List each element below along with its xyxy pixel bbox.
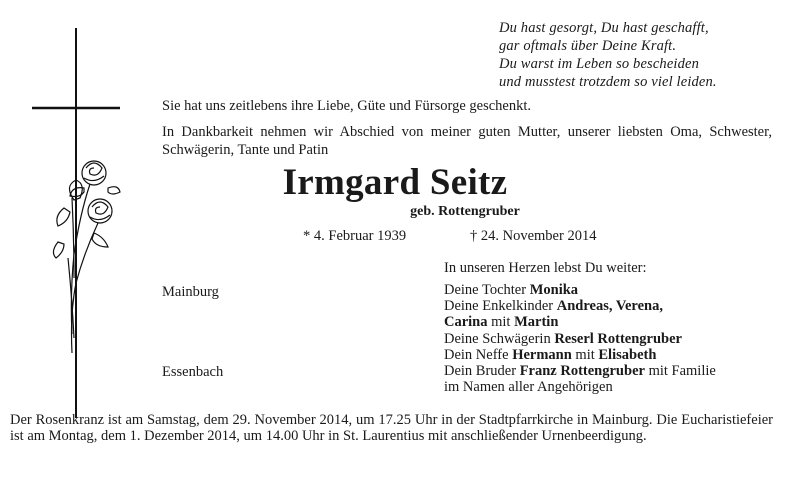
mourner-line <box>444 314 716 330</box>
mourner-line <box>444 347 716 363</box>
mourner-line <box>444 331 716 347</box>
cross-with-roses-icon <box>28 28 128 418</box>
place-name: Essenbach <box>162 364 224 380</box>
mourner-name: Carina <box>444 314 488 331</box>
relation-text: Dein Bruder <box>444 363 520 380</box>
cross-icon <box>32 28 120 418</box>
mourner-name: Franz Rottengruber <box>519 363 645 380</box>
connector-text: mit <box>571 346 599 363</box>
poem-line: und musstest trotzdem so viel leiden. <box>499 74 717 90</box>
mourner-name: Andreas, Verena, <box>556 298 663 315</box>
mourner-name: Martin <box>514 314 559 331</box>
relation-text: Deine Schwägerin <box>444 330 555 347</box>
relation-text: mit Familie <box>644 363 716 380</box>
mourner-line <box>444 282 716 298</box>
relation-text: Dein Neffe <box>444 346 513 363</box>
mourner-name: Hermann <box>512 346 572 363</box>
poem-line: Du warst im Leben so bescheiden <box>499 56 699 72</box>
poem <box>499 19 717 91</box>
place-name: Mainburg <box>162 284 219 300</box>
mourner-name: Reserl Rottengruber <box>554 330 682 347</box>
thanks-text: In Dankbarkeit nehmen wir Abschied von meiner guten Mutter, unserer liebsten Oma, Schwester, Schwägerin, Tante und Patin <box>162 124 772 158</box>
mourners-heading: In unseren Herzen lebst Du weiter: <box>444 260 647 276</box>
poem-line: Du hast gesorgt, Du hast geschafft, <box>499 20 709 36</box>
deceased-name: Irmgard Seitz <box>282 162 508 203</box>
relation-text: Deine Enkelkinder <box>444 298 557 315</box>
connector-text: mit <box>487 314 515 331</box>
mourner-name: Monika <box>529 282 579 298</box>
mourner-line: im Namen aller Angehörigen <box>444 379 613 396</box>
service-details: Der Rosenkranz ist am Samstag, dem 29. November 2014, um 17.25 Uhr in der Stadtpfarrkirche in Mainburg. Die Eucharistiefeier ist am Montag, dem 1. Dezember 2014, um 14.00 Uhr in St. Laurentius mit anschließender Urnenbeerdigung. <box>10 412 773 444</box>
poem-line: gar oftmals über Deine Kraft. <box>499 38 677 54</box>
mourners-list <box>444 282 716 395</box>
mourner-line <box>444 298 716 314</box>
death-date: † 24. November 2014 <box>470 228 597 244</box>
birth-date: * 4. Februar 1939 <box>303 228 407 244</box>
mourner-line <box>444 363 716 379</box>
maiden-name: geb. Rottengruber <box>410 204 520 219</box>
mourner-name: Elisabeth <box>598 346 657 363</box>
relation-text: Deine Tochter <box>444 282 530 298</box>
intro-text: Sie hat uns zeitlebens ihre Liebe, Güte und Fürsorge geschenkt. <box>162 98 531 114</box>
